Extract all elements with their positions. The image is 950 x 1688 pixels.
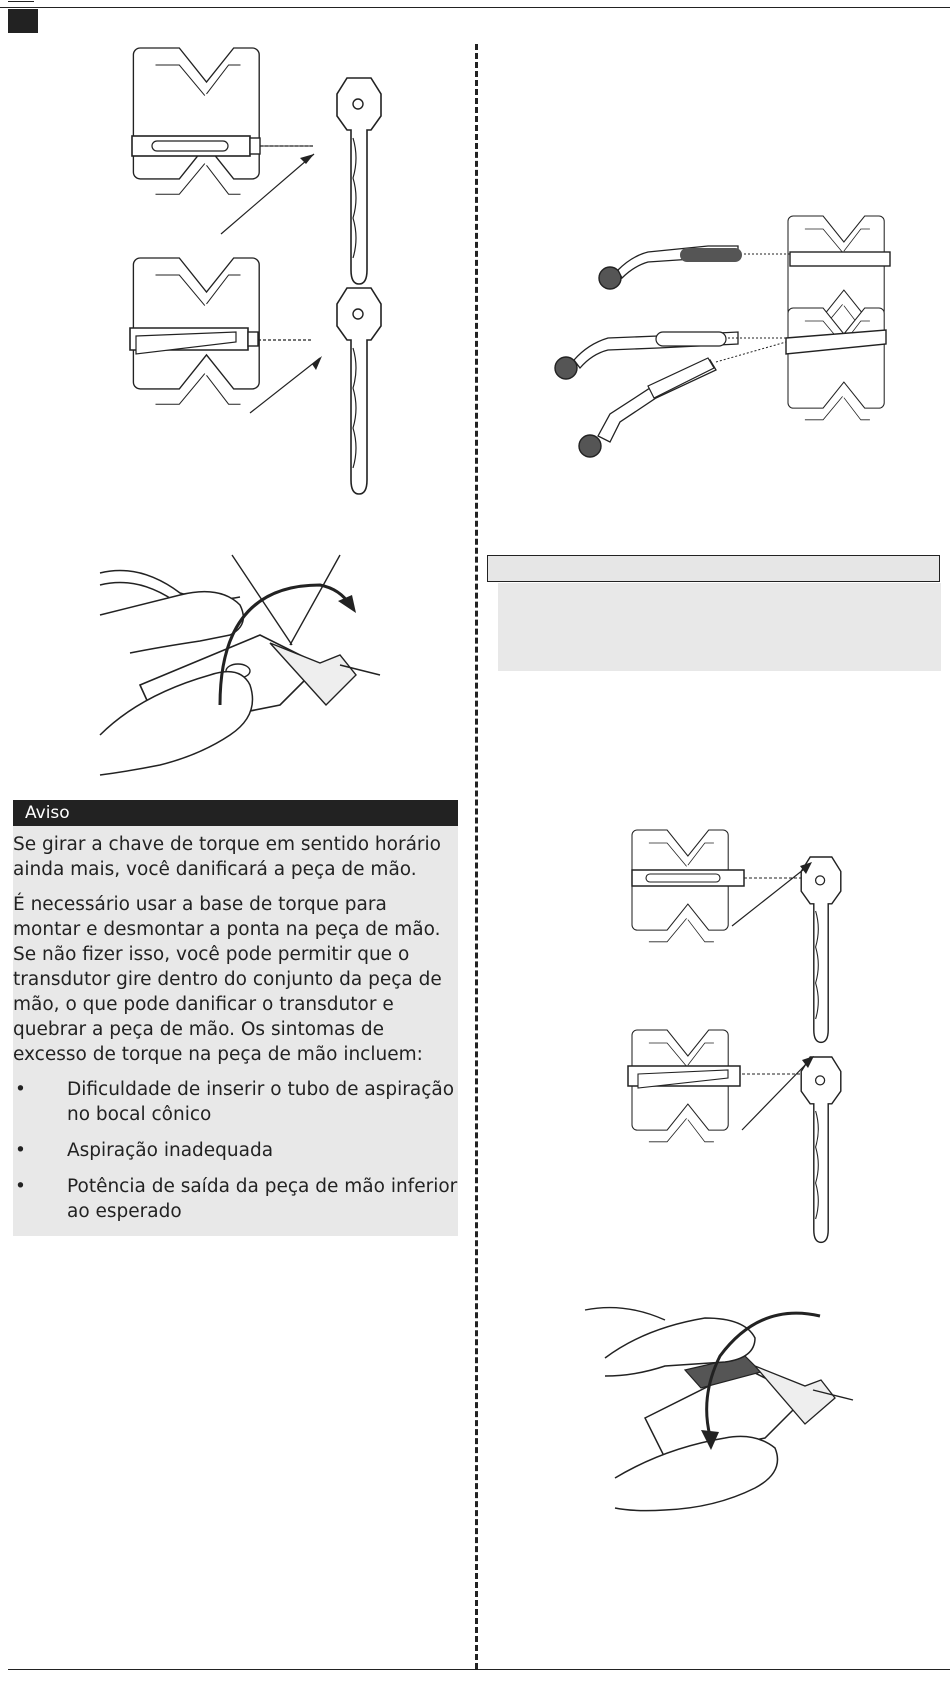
warning-paragraph-1: Se girar a chave de torque em sentido horário ainda mais, você danificará a peça de mão. bbox=[13, 834, 441, 880]
handpieces-torque-base-figure bbox=[550, 210, 900, 470]
bullet-icon: • bbox=[15, 1140, 26, 1161]
bullet-icon: • bbox=[15, 1176, 26, 1197]
note-panel bbox=[498, 583, 941, 671]
top-rule bbox=[0, 7, 950, 8]
list-item bbox=[13, 1138, 458, 1163]
bullet-text: Dificuldade de inserir o tubo de aspiração no bocal cônico bbox=[67, 1079, 455, 1125]
list-item bbox=[13, 1077, 458, 1127]
bullet-icon: • bbox=[15, 1079, 26, 1100]
warning-header bbox=[13, 800, 458, 826]
warning-heading: Aviso bbox=[25, 803, 70, 823]
torque-base-wrench-angled-figure bbox=[130, 258, 390, 448]
hands-tightening-figure bbox=[100, 555, 400, 785]
section-marker bbox=[8, 9, 38, 33]
bullet-text: Aspiração inadequada bbox=[67, 1140, 274, 1161]
torque-base-wrench-angled-removal-figure bbox=[632, 1030, 872, 1200]
warning-body bbox=[13, 832, 458, 1235]
bullet-text: Potência de saída da peça de mão inferior ao esperado bbox=[67, 1176, 458, 1222]
warning-paragraph-2: É necessário usar a base de torque para montar e desmontar a ponta na peça de mão. Se não fizer isso, você pode permitir que o transdutor gire dentro do conjunto da peça de mão, o que pode danificar o transdutor e quebrar a peça de mão. Os sintomas de excesso de torque na peça de mão incluem: bbox=[13, 894, 442, 1065]
bottom-rule bbox=[8, 1669, 950, 1670]
warning-symptom-list bbox=[13, 1077, 458, 1224]
hands-loosening-figure bbox=[585, 1298, 855, 1518]
torque-base-wrench-straight-figure bbox=[130, 48, 390, 238]
list-item bbox=[13, 1174, 458, 1224]
note-header bbox=[487, 555, 940, 582]
corner-top-line bbox=[8, 1, 34, 2]
column-divider bbox=[475, 44, 478, 1669]
torque-base-wrench-straight-removal-figure bbox=[632, 830, 872, 1000]
